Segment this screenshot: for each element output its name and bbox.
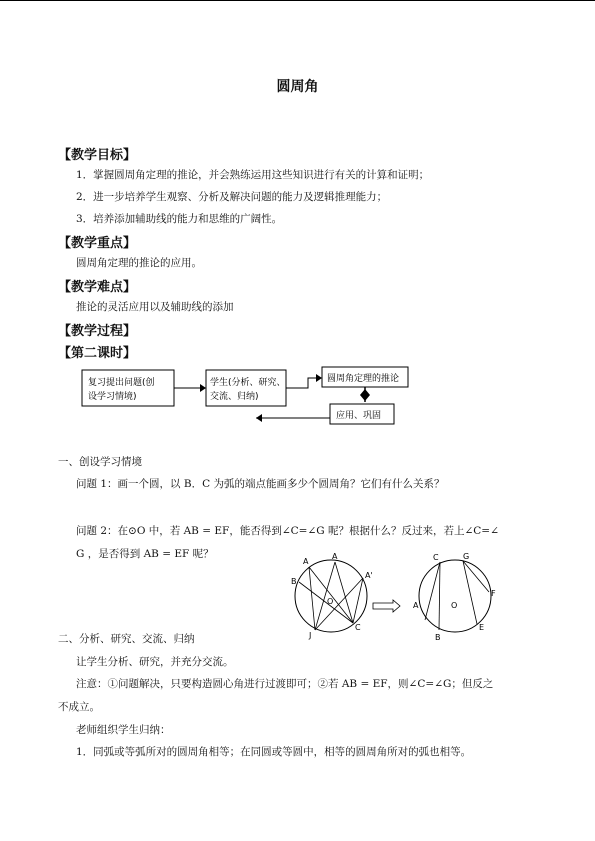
key-point-text: 圆周角定理的推论的应用。 xyxy=(76,257,202,269)
page-title: 圆周角 xyxy=(276,79,319,95)
flow-box-apply-label: 应用、巩固 xyxy=(336,411,382,421)
right-label-g: G xyxy=(463,552,470,561)
goal-item-2: 2．进一步培养学生观察、分析及解决问题的能力及逻辑推理能力； xyxy=(76,191,388,203)
goal-item-1: 1．掌握圆周角定理的推论，并会熟练运用这些知识进行有关的计算和证明； xyxy=(76,169,430,181)
section-key-heading: 【教学重点】 xyxy=(58,236,137,251)
right-circle xyxy=(419,560,491,632)
part2-paragraph-1: 让学生分析、研究，并充分交流。 xyxy=(76,656,234,668)
left-label-j: J xyxy=(309,631,312,640)
section-difficulty-heading: 【教学难点】 xyxy=(58,280,137,295)
left-label-a2: A xyxy=(332,552,338,561)
part2-note-line2: 不成立。 xyxy=(58,701,100,713)
left-label-c: C xyxy=(355,623,361,632)
right-label-f: F xyxy=(491,589,496,598)
part2-paragraph-4: 1．同弧或等弧所对的圆周角相等；在同圆或等圆中，相等的圆周角所对的弧也相等。 xyxy=(76,746,472,758)
part2-paragraph-3: 老师组织学生归纳： xyxy=(76,724,171,736)
flow-box-students-line1: 学生(分析、研究、 xyxy=(210,378,286,388)
part2-heading: 二、分析、研究、交流、归纳 xyxy=(58,633,195,645)
right-label-c: C xyxy=(433,553,439,562)
transform-arrow xyxy=(373,600,400,612)
left-label-b: B xyxy=(291,577,297,586)
right-label-e: E xyxy=(479,623,485,632)
left-label-o: O xyxy=(327,597,334,606)
right-label-b: B xyxy=(435,633,441,642)
difficulty-point-text: 推论的灵活应用以及辅助线的添加 xyxy=(76,301,234,313)
flow-box-theorem-label: 圆周角定理的推论 xyxy=(327,374,400,384)
part2-note-line1: 注意：①问题解决，只要构造圆心角进行过渡即可；②若 AB = EF，则∠C=∠G；但反之 xyxy=(76,678,494,690)
flow-box-review-line2: 设学习情境) xyxy=(88,392,137,402)
flow-box-students-line2: 交流、归纳) xyxy=(210,392,259,402)
right-label-a: A xyxy=(413,601,419,610)
goal-item-3: 3．培养添加辅助线的能力和思维的广阔性。 xyxy=(76,213,283,225)
left-label-a-prime: A' xyxy=(365,571,373,580)
part1-heading: 一、创设学习情境 xyxy=(58,456,142,468)
question-1: 问题 1：画一个圆，以 B．C 为弧的端点能画多少个圆周角？它们有什么关系？ xyxy=(76,478,445,490)
top-rule xyxy=(0,0,595,1)
section-process-heading: 【教学过程】 xyxy=(58,324,137,339)
question-2-line2: G ，是否得到 AB = EF 呢？ xyxy=(76,548,214,560)
section-goals-heading: 【教学目标】 xyxy=(58,148,137,163)
left-label-a1: A xyxy=(303,557,309,566)
inscribed-angle-figures xyxy=(285,550,505,642)
right-label-o: O xyxy=(451,601,458,610)
teaching-flowchart xyxy=(80,362,420,432)
flow-box-review-line1: 复习提出问题(创 xyxy=(88,378,155,388)
section-lesson-heading: 【第二课时】 xyxy=(58,346,137,361)
left-circle xyxy=(295,560,367,632)
question-2-line1: 问题 2：在⊙O 中，若 AB = EF，能否得到∠C=∠G 呢？根据什么？反过来，若上∠C=∠ xyxy=(76,525,499,537)
